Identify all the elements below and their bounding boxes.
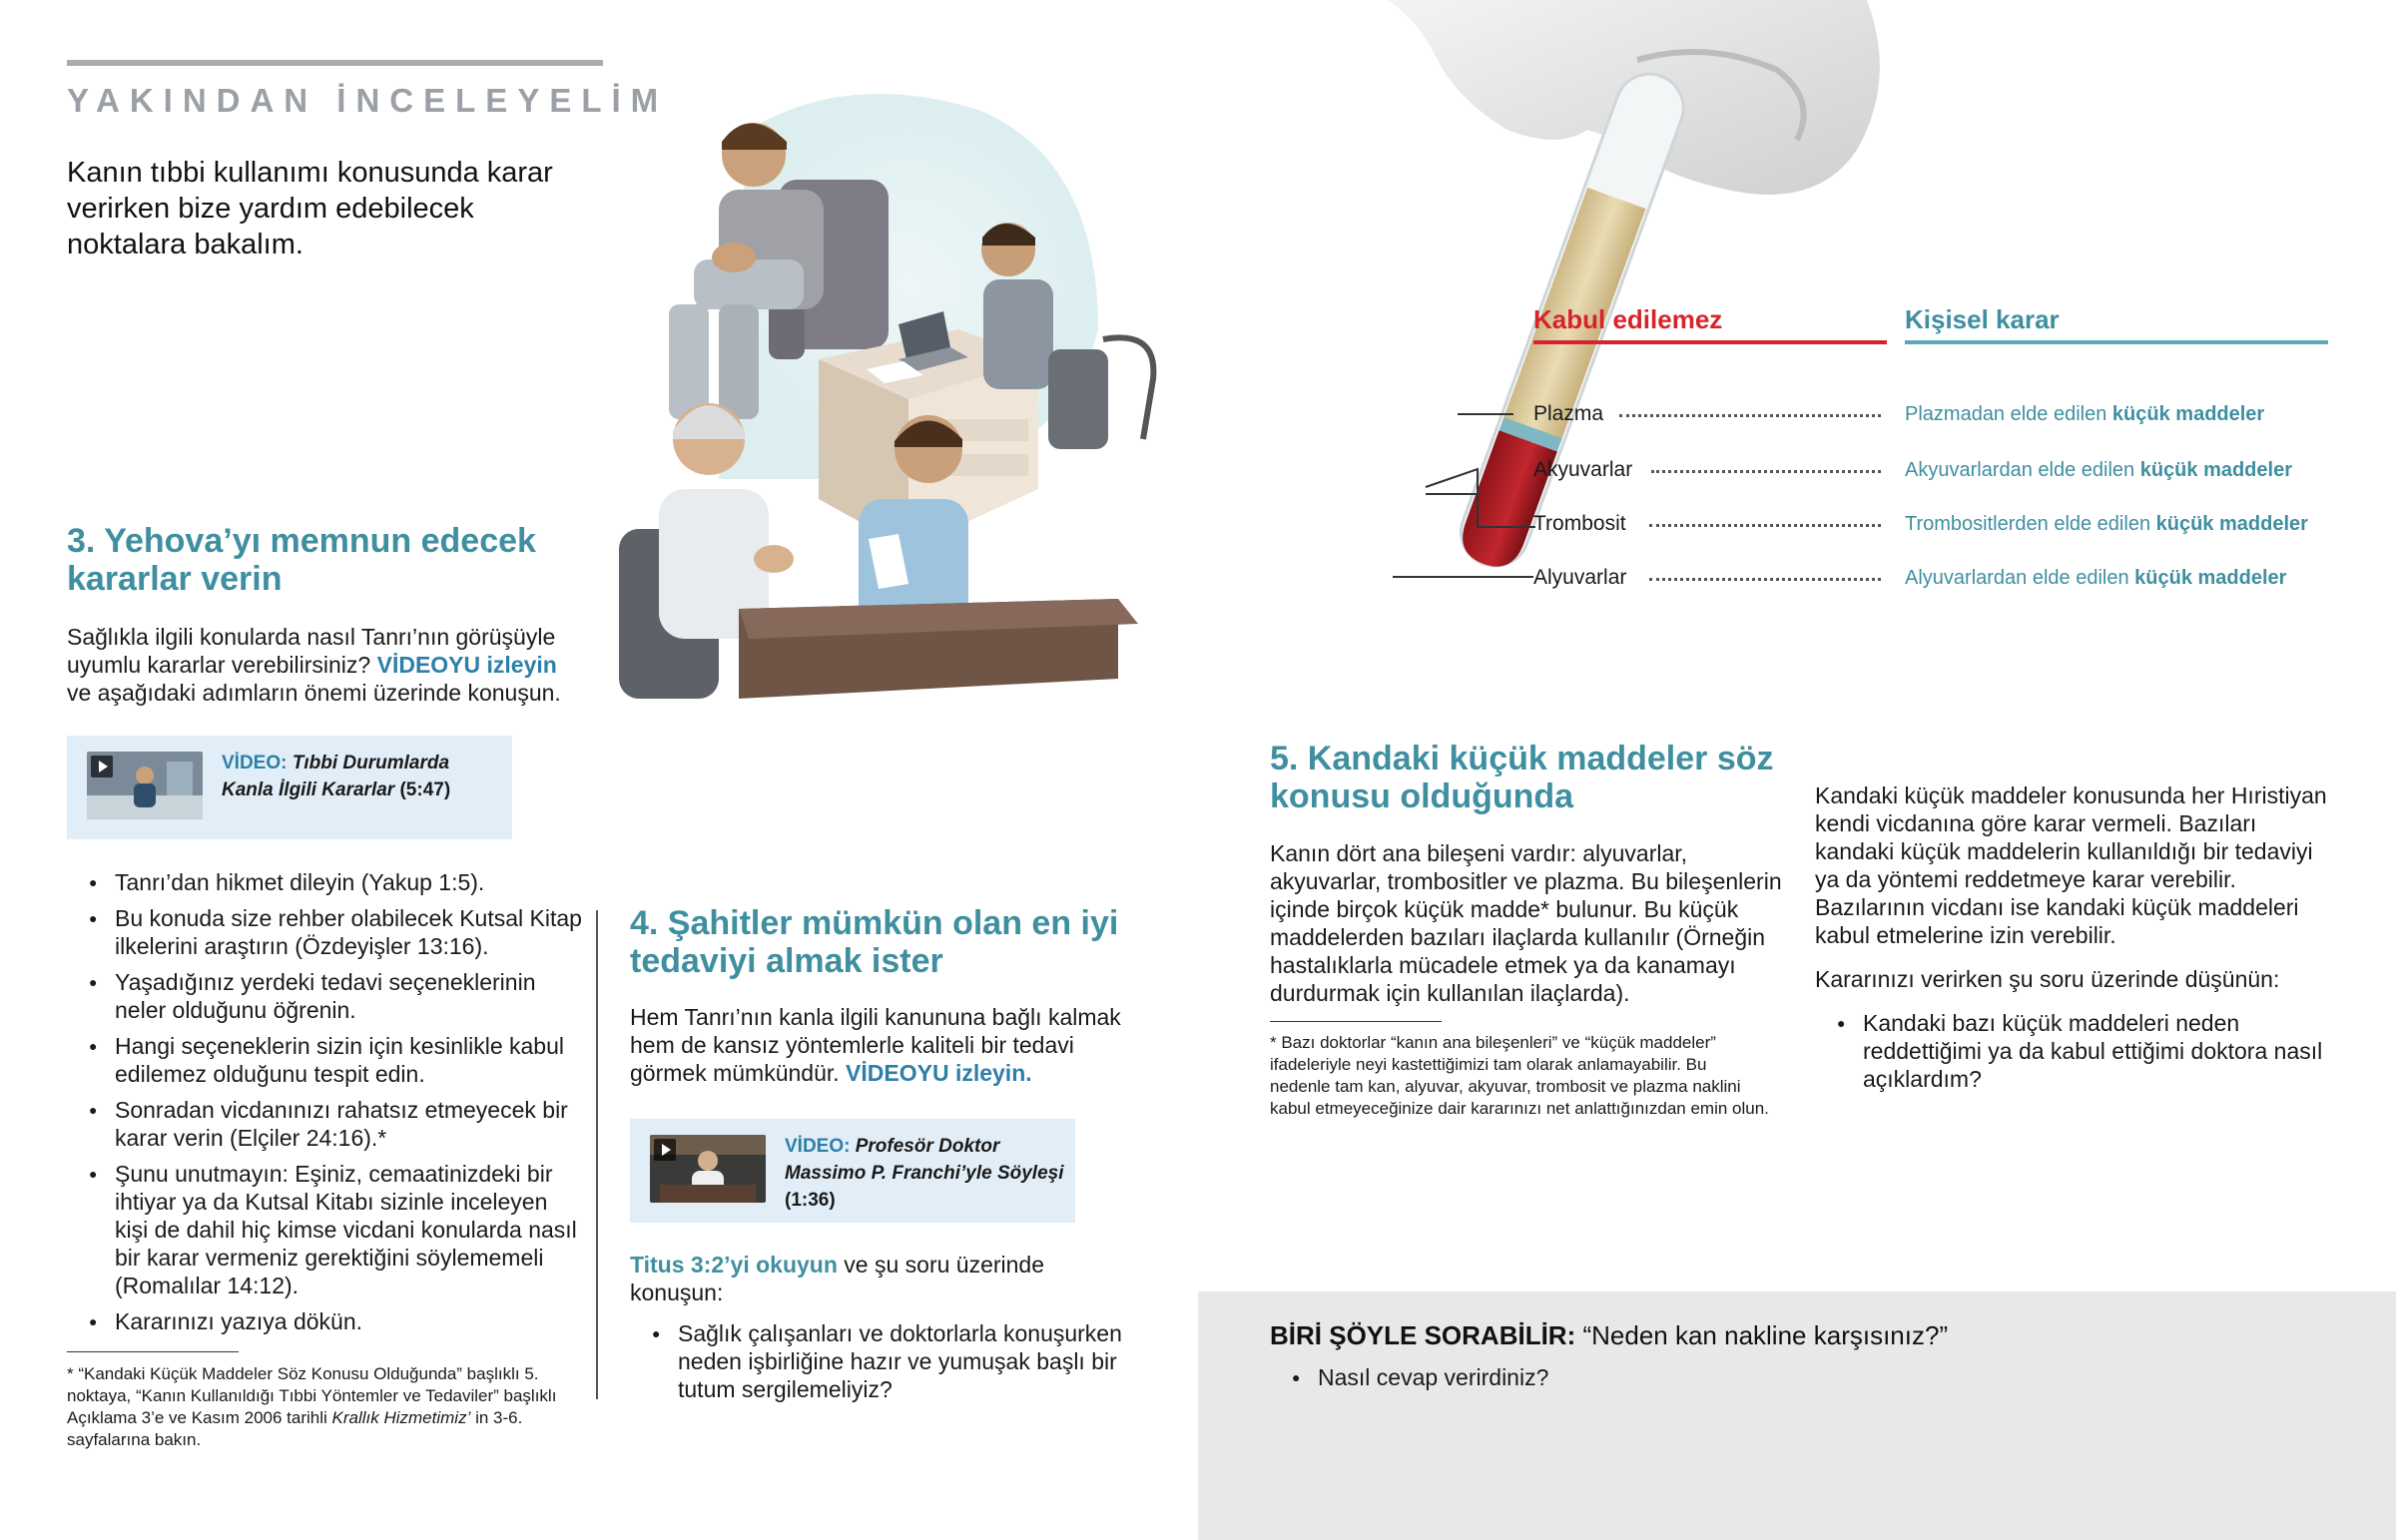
section-4-question	[630, 1251, 1129, 1306]
fraction-emphasis: küçük maddeler	[2111, 403, 2265, 425]
watch-video-link[interactable]: VİDEOYU izleyin	[376, 652, 557, 678]
component-label-white-cells: Akyuvarlar	[1533, 458, 1633, 481]
fraction-emphasis: küçük maddeler	[2155, 513, 2308, 535]
dotted-leader	[1649, 524, 1881, 527]
list-item: ● Şunu unutmayın: Eşiniz, cemaatinizdeki bir ihtiyar ya da Kutsal Kitabı sizinle inceleyen kişi de dahil hiç kimse vicdani konularda nasıl bir karar vermeniz gerektiğini söylememeli (Romalılar 14:12).	[67, 1160, 586, 1299]
section-4-question-text: ve şu soru üzerinde konuşun:	[630, 1252, 1045, 1305]
fraction-text: Trombositlerden elde edilen	[1905, 513, 2156, 535]
video-duration: (5:47)	[399, 779, 451, 800]
unacceptable-column-heading: Kabul edilemez	[1533, 304, 1723, 334]
dotted-leader	[1649, 578, 1881, 581]
list-item: ● Yaşadığınız yerdeki tedavi seçeneklerinin neler olduğunu öğrenin.	[67, 968, 586, 1024]
video-caption	[222, 750, 501, 803]
section-4-body-text: Hem Tanrı’nın kanla ilgili kanununa bağlı kalmak hem de kansız yöntemlerle kaliteli bir tedavi görmek mümkündür.	[630, 1004, 1121, 1086]
page-header-label: YAKINDAN İNCELEYELİM	[67, 82, 669, 119]
section-5-body: Kanın dört ana bileşeni vardır: alyuvarlar, akyuvarlar, trombositler ve plazma. Bu bileşenlerin içinde birçok küçük madde* bulunur. Bu küçük maddelerden bazıları ilaçlarda kullanılır (Örneğin hastalıklarla mücadele etmek ya da kanamayı durdurmak için kullanılan ilaçlarda).	[1270, 840, 1782, 1006]
section-3-body	[67, 623, 586, 707]
ask-question: “Neden kan nakline karşısınız?”	[1575, 1320, 1949, 1350]
dotted-leader	[1619, 414, 1881, 417]
dotted-leader	[1651, 470, 1881, 473]
fraction-label-platelets	[1905, 513, 2308, 536]
consultation-illustration	[599, 80, 1198, 838]
fraction-label-white-cells	[1905, 459, 2292, 482]
video-thumbnail[interactable]	[87, 752, 203, 819]
play-icon[interactable]	[91, 756, 113, 777]
fraction-emphasis: küçük maddeler	[2139, 459, 2292, 481]
video-duration: (1:36)	[785, 1190, 836, 1211]
section-3-bullet-list	[67, 868, 586, 1343]
fraction-text: Alyuvarlardan elde edilen	[1905, 567, 2135, 589]
play-icon[interactable]	[654, 1139, 676, 1161]
scripture-link[interactable]: Titus 3:2’yi okuyun	[630, 1252, 838, 1278]
list-item: ● Bu konuda size rehber olabilecek Kutsal Kitap ilkelerini araştırın (Özdeyişler 13:16).	[67, 904, 586, 960]
section-5-conscience-paragraph: Kandaki küçük maddeler konusunda her Hıristiyan kendi vicdanına göre karar vermeli. Bazıları kandaki küçük maddelerin kullanıldığı bir tedaviyi ya da yöntemi reddetmeye karar verebilir. Bazılarının vicdanı ise kandaki küçük maddeleri kabul etmelerine izin verebilir.	[1815, 782, 2327, 948]
fraction-emphasis: küçük maddeler	[2134, 567, 2287, 589]
video-card-medical-decisions[interactable]	[67, 736, 512, 839]
fraction-text: Akyuvarlardan elde edilen	[1905, 459, 2140, 481]
video-label: VİDEO:	[785, 1136, 851, 1157]
footnote-publication: Krallık Hizmetimiz’	[331, 1408, 471, 1427]
list-item: ● Kararınızı yazıya dökün.	[67, 1307, 586, 1335]
personal-decision-rule	[1905, 340, 2328, 344]
ask-lead: BİRİ ŞÖYLE SORABİLİR:	[1270, 1320, 1576, 1350]
fraction-label-red-cells	[1905, 567, 2286, 590]
fraction-label-plasma	[1905, 403, 2264, 426]
someone-may-ask-heading	[1270, 1320, 1948, 1351]
list-item: ● Sağlık çalışanları ve doktorlarla konuşurken neden işbirliğine hazır ve yumuşak başlı bir tutum sergilemeliyiz?	[630, 1319, 1129, 1403]
column-divider	[596, 910, 598, 1399]
footnote-divider	[1270, 1021, 1442, 1022]
section-3-body-text: Sağlıkla ilgili konularda nasıl Tanrı’nın görüşüyle uyumlu kararlar verebilirsiniz?	[67, 624, 556, 678]
video-card-franchi-interview[interactable]	[630, 1119, 1075, 1223]
section-3-footnote	[67, 1363, 566, 1451]
section-4-bullet-list	[630, 1319, 1129, 1411]
video-title-line1: Profesör Doktor	[855, 1136, 1000, 1157]
section-5-consider-paragraph: Kararınızı verirken şu soru üzerinde düşünün:	[1815, 966, 2280, 992]
video-title-line2: Kanla İlgili Kararlar	[222, 779, 395, 800]
component-label-red-cells: Alyuvarlar	[1533, 566, 1627, 589]
footnote-text-end: in 3-6. sayfalarına bakın.	[67, 1408, 523, 1449]
list-item: ● Tanrı’dan hikmet dileyin (Yakup 1:5).	[67, 868, 586, 896]
section-4-body	[630, 1003, 1129, 1087]
intro-text: Kanın tıbbi kullanımı konusunda karar verirken bize yardım edebilecek noktalara bakalım.	[67, 157, 553, 260]
watch-video-link[interactable]: VİDEOYU izleyin.	[846, 1060, 1032, 1086]
list-item: ● Sonradan vicdanınızı rahatsız etmeyecek bir karar verin (Elçiler 24:16).*	[67, 1096, 586, 1152]
footnote-text: * “Kandaki Küçük Maddeler Söz Konusu Olduğunda” başlıklı 5. noktaya, “Kanın Kullanıldığı Tıbbi Yöntemler ve Tedaviler” başlıklı Açıklama 3’e ve Kasım 2006 tarihli	[67, 1364, 557, 1427]
footnote-divider	[67, 1351, 239, 1352]
video-caption	[785, 1133, 1064, 1214]
section-5-title: 5. Kandaki küçük maddeler söz konusu olduğunda	[1270, 740, 1774, 815]
ask-bullet-list	[1270, 1363, 1869, 1399]
fraction-text: Plazmadan elde edilen	[1905, 403, 2112, 425]
section-4-title: 4. Şahitler mümkün olan en iyi tedaviyi almak ister	[630, 904, 1119, 980]
video-title-line2: Massimo P. Franchi’yle Söyleşi	[785, 1163, 1064, 1184]
unacceptable-rule	[1533, 340, 1887, 344]
section-3-title: 3. Yehova’yı memnun edecek kararlar verin	[67, 522, 536, 598]
video-title-line1: Tıbbi Durumlarda	[292, 753, 450, 773]
personal-decision-column-heading: Kişisel karar	[1905, 304, 2060, 334]
video-label: VİDEO:	[222, 753, 288, 773]
header-rule	[67, 60, 603, 66]
list-item: ● Hangi seçeneklerin sizin için kesinlikle kabul edilemez olduğunu tespit edin.	[67, 1032, 586, 1088]
component-label-platelets: Trombosit	[1533, 512, 1626, 535]
list-item: ● Kandaki bazı küçük maddeleri neden reddettiğimi ya da kabul ettiğimi doktora nasıl açıklardım?	[1815, 1009, 2334, 1093]
section-3-body-text-end: ve aşağıdaki adımların önemi üzerinde konuşun.	[67, 680, 561, 706]
section-5-bullet-list	[1815, 1009, 2334, 1101]
component-label-plasma: Plazma	[1533, 402, 1604, 425]
list-item: ● Nasıl cevap verirdiniz?	[1270, 1363, 1869, 1391]
section-5-footnote: * Bazı doktorlar “kanın ana bileşenleri” ve “küçük maddeler” ifadeleriyle neyi kastettiğimizi tam olarak anlamayabilir. Bu nedenle tam kan, alyuvar, akyuvar, trombosit ve plazma naklini kabul etmeyeceğinize dair kararınızı net anlattığınızdan emin olun.	[1270, 1033, 1769, 1118]
video-thumbnail[interactable]	[650, 1135, 766, 1203]
